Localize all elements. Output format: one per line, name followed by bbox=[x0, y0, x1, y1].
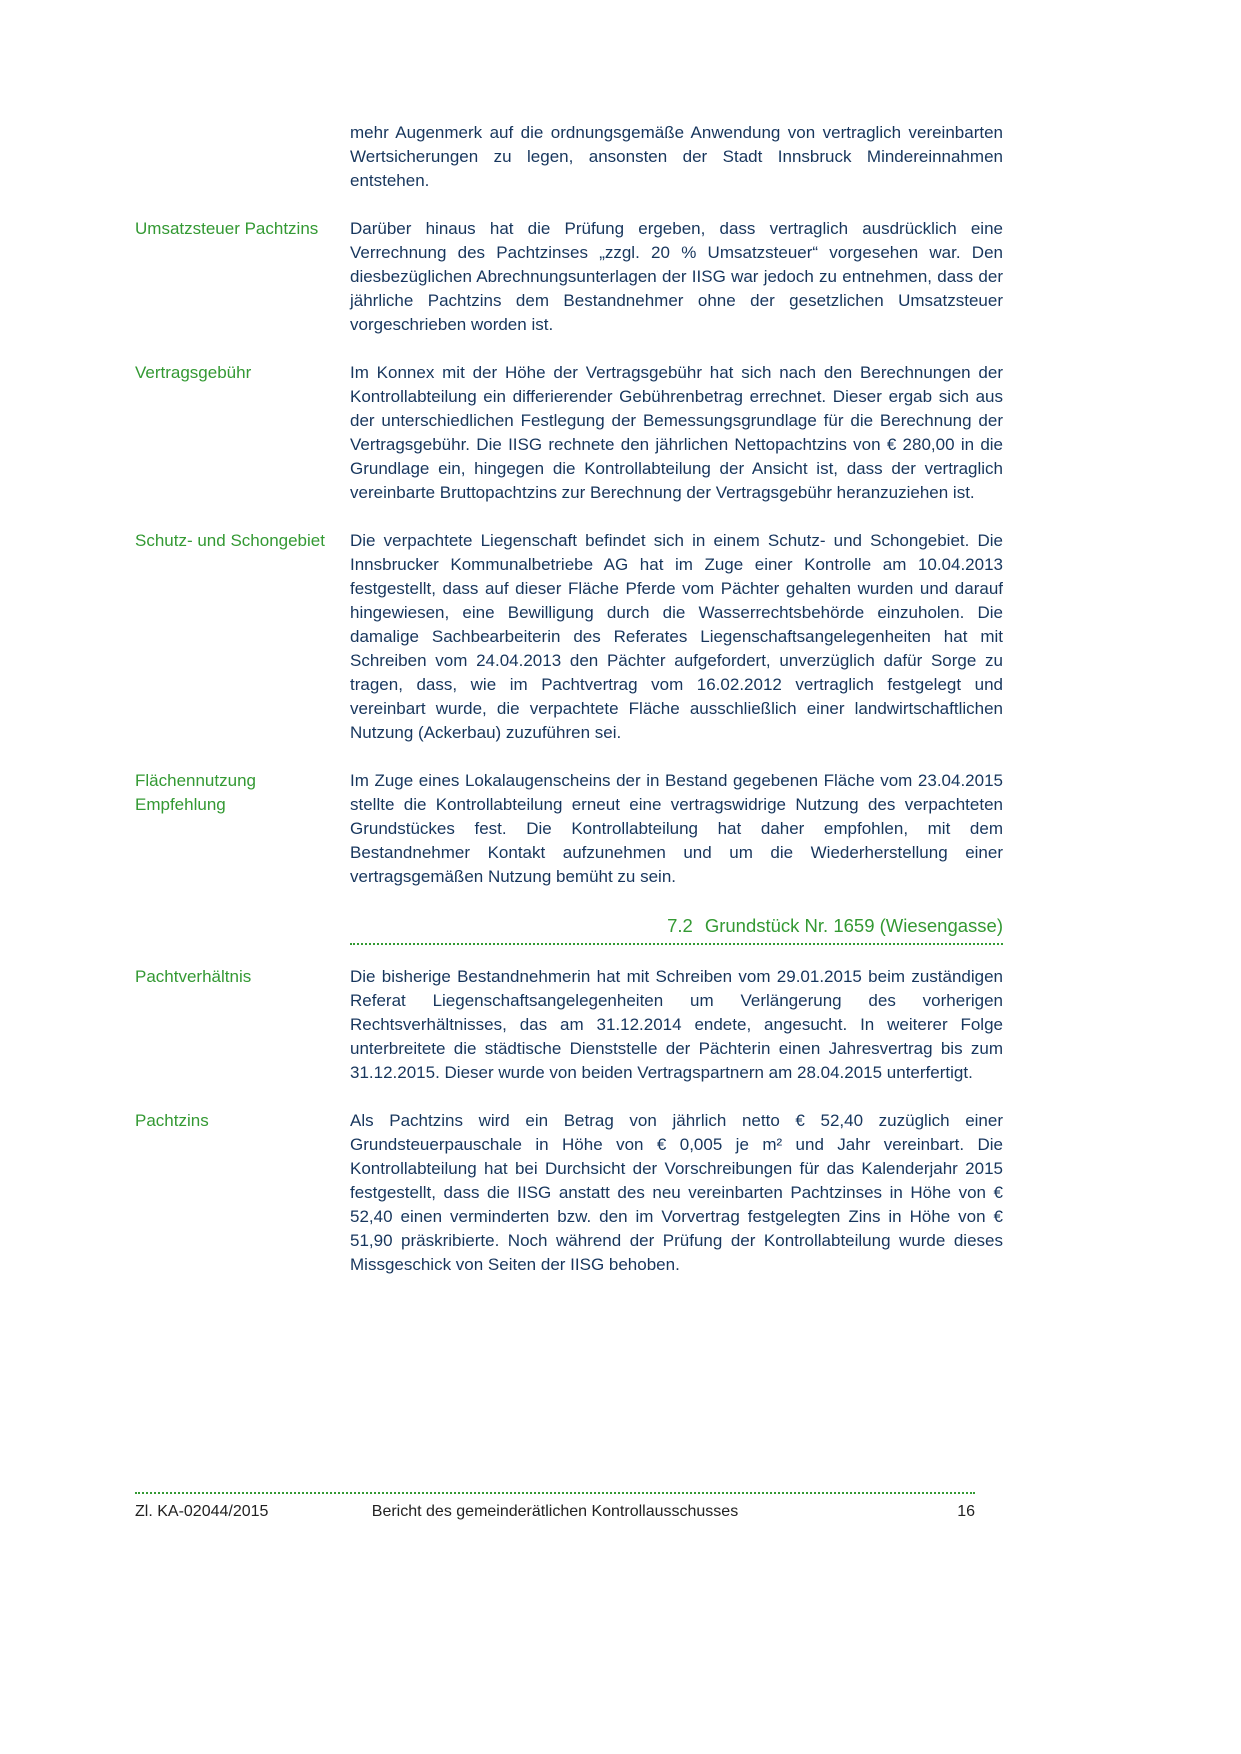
margin-label-umsatzsteuer-pachtzins: Umsatzsteuer Pachtzins bbox=[135, 219, 319, 238]
page-footer bbox=[135, 1492, 975, 1523]
paragraph-umsatzsteuer-pachtzins: Darüber hinaus hat die Prüfung ergeben, dass vertraglich ausdrücklich eine Verrechnung des Pachtzinses „zzgl. 20 % Umsatzsteuer“ vorgesehen war. Den diesbezüglichen Abrechnungsunterlagen der IISG war jedoch zu entnehmen, dass der jährliche Pachtzins dem Bestandnehmer ohne der gesetzlichen Umsatzsteuer vorgeschrieben worden ist. bbox=[350, 219, 1003, 334]
footer-divider bbox=[135, 1492, 975, 1494]
section-vertragsgebuehr bbox=[135, 361, 1003, 505]
footer-report-title: Bericht des gemeinderätlichen Kontrollausschusses bbox=[371, 1503, 739, 1520]
report-body bbox=[135, 121, 1003, 1301]
section-schutz-und-schongebiet bbox=[135, 529, 1003, 745]
section-heading-7-2 bbox=[350, 913, 1003, 939]
section-pachtverhaeltnis bbox=[135, 965, 1003, 1085]
section-heading-row bbox=[350, 913, 1003, 945]
paragraph-schutz-und-schongebiet: Die verpachtete Liegenschaft befindet sich in einem Schutz- und Schongebiet. Die Innsbrucker Kommunalbetriebe AG hat im Zuge einer Kontrolle am 10.04.2013 festgestellt, dass auf dieser Fläche Pferde vom Pächter gehalten wurden und darauf hingewiesen, eine Bewilligung durch die Wasserrechtsbehörde einzuholen. Die damalige Sachbearbeiterin des Referates Liegenschaftsangelegenheiten hat mit Schreiben vom 24.04.2013 den Pächter aufgefordert, unverzüglich dafür Sorge zu tragen, dass, wie im Pachtvertrag vom 16.02.2012 vertraglich festgelegt und vereinbart wurde, die verpachtete Fläche ausschließlich einer landwirtschaftlichen Nutzung (Ackerbau) zuzuführen sei. bbox=[350, 531, 1003, 742]
footer-reference-number: Zl. KA-02044/2015 bbox=[135, 1503, 269, 1520]
paragraph-pachtzins: Als Pachtzins wird ein Betrag von jährlich netto € 52,40 zuzüglich einer Grundsteuerpauschale in Höhe von € 0,005 je m² und Jahr vereinbart. Die Kontrollabteilung hat bei Durchsicht der Vorschreibungen für das Kalenderjahr 2015 festgestellt, dass die IISG anstatt des neu vereinbarten Pachtzinses in Höhe von € 52,40 einen verminderten bzw. den im Vorvertrag festgelegten Zins in Höhe von € 51,90 präskribierte. Noch während der Prüfung der Kontrollabteilung wurde dieses Missgeschick von Seiten der IISG behoben. bbox=[350, 1111, 1003, 1274]
section-heading-number: 7.2 bbox=[667, 915, 693, 936]
footer-page-number: 16 bbox=[957, 1503, 975, 1520]
margin-label-flaechennutzung-empfehlung: Flächennutzung Empfehlung bbox=[135, 771, 256, 814]
paragraph-flaechennutzung-empfehlung: Im Zuge eines Lokalaugenscheins der in Bestand gegebenen Fläche vom 23.04.2015 stellte die Kontrollabteilung erneut eine vertragswidrige Nutzung des verpachteten Grundstückes fest. Die Kontrollabteilung hat daher empfohlen, mit dem Bestandnehmer Kontakt aufzunehmen und um die Wiederherstellung einer vertragsgemäßen Nutzung bemüht zu sein. bbox=[350, 771, 1003, 886]
margin-label-vertragsgebuehr: Vertragsgebühr bbox=[135, 363, 252, 382]
margin-label-schutz-und-schongebiet: Schutz- und Schongebiet bbox=[135, 531, 325, 550]
section-flaechennutzung-empfehlung bbox=[135, 769, 1003, 889]
section-continuation bbox=[135, 121, 1003, 193]
section-heading-title: Grundstück Nr. 1659 (Wiesengasse) bbox=[704, 915, 1003, 936]
section-umsatzsteuer-pachtzins bbox=[135, 217, 1003, 337]
footer-text-row bbox=[135, 1501, 975, 1523]
section-pachtzins bbox=[135, 1109, 1003, 1277]
margin-label-pachtzins: Pachtzins bbox=[135, 1111, 209, 1130]
margin-label-pachtverhaeltnis: Pachtverhältnis bbox=[135, 967, 252, 986]
paragraph-continuation: mehr Augenmerk auf die ordnungsgemäße Anwendung von vertraglich vereinbarten Wertsicherungen zu legen, ansonsten der Stadt Innsbruck Mindereinnahmen entstehen. bbox=[350, 123, 1003, 190]
paragraph-vertragsgebuehr: Im Konnex mit der Höhe der Vertragsgebühr hat sich nach den Berechnungen der Kontrollabteilung ein differierender Gebührenbetrag errechnet. Dieser ergab sich aus der unterschiedlichen Festlegung der Bemessungsgrundlage für die Berechnung der Vertragsgebühr. Die IISG rechnete den jährlichen Nettopachtzins von € 280,00 in die Grundlage ein, hingegen die Kontrollabteilung der Ansicht ist, dass der vertraglich vereinbarte Bruttopachtzins zur Berechnung der Vertragsgebühr heranzuziehen ist. bbox=[350, 363, 1003, 502]
paragraph-pachtverhaeltnis: Die bisherige Bestandnehmerin hat mit Schreiben vom 29.01.2015 beim zuständigen Referat Liegenschaftsangelegenheiten um Verlängerung des vorherigen Rechtsverhältnisses, das am 31.12.2014 endete, angesucht. In weiterer Folge unterbreitete die städtische Dienststelle der Pächterin einen Jahresvertrag bis zum 31.12.2015. Dieser wurde von beiden Vertragspartnern am 28.04.2015 unterfertigt. bbox=[350, 967, 1003, 1082]
